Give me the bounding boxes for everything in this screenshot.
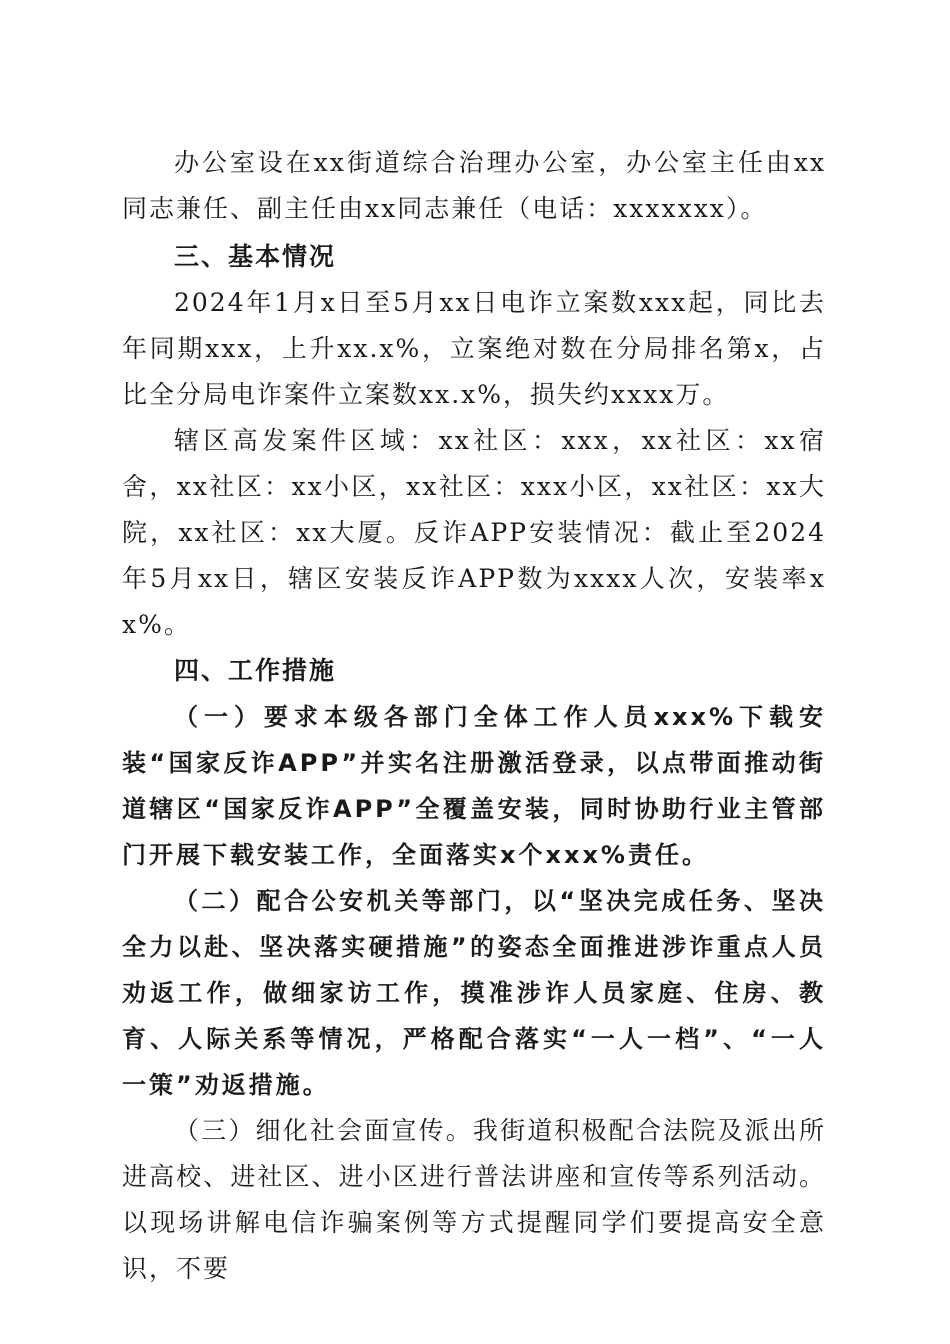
section-heading-basic-situation: 三、基本情况 [174,242,337,271]
section-heading-work-measures: 四、工作措施 [174,656,337,685]
paragraph-high-incidence-areas: 辖区高发案件区域：xx社区：xxx，xx社区：xx宿舍，xx社区：xx小区，xx社区：xxx小区，xx社区：xx大院，xx社区：xx大厦。反诈APP安装情况：截止至2024年5月xx日，辖区安装反诈APP数为xxxx人次，安装率xx%。 [122,426,826,639]
paragraph-measure-1: （一）要求本级各部门全体工作人员xxx%下载安装“国家反诈APP”并实名注册激活登录，以点带面推动街道辖区“国家反诈APP”全覆盖安装，同时协助行业主管部门开展下载安装工作，全面落实x个xxx%责任。 [122,703,826,869]
paragraph-office: 办公室设在xx街道综合治理办公室，办公室主任由xx同志兼任、副主任由xx同志兼任（电话：xxxxxxx）。 [122,148,826,223]
paragraph-case-statistics: 2024年1月x日至5月xx日电诈立案数xxx起，同比去年同期xxx，上升xx.x%，立案绝对数在分局排名第x，占比全分局电诈案件立案数xx.x%，损失约xxxx万。 [122,288,826,409]
paragraph-measure-2: （二）配合公安机关等部门，以“坚决完成任务、坚决全力以赴、坚决落实硬措施”的姿态全面推进涉诈重点人员劝返工作，做细家访工作，摸准涉诈人员家庭、住房、教育、人际关系等情况，严格配合落实“一人一档”、“一人一策”劝返措施。 [122,887,826,1099]
paragraph-measure-3: （三）细化社会面宣传。我街道积极配合法院及派出所进高校、进社区、进小区进行普法讲座和宣传等系列活动。以现场讲解电信诈骗案例等方式提醒同学们要提高安全意识，不要 [122,1116,826,1283]
document-body [122,140,826,1292]
